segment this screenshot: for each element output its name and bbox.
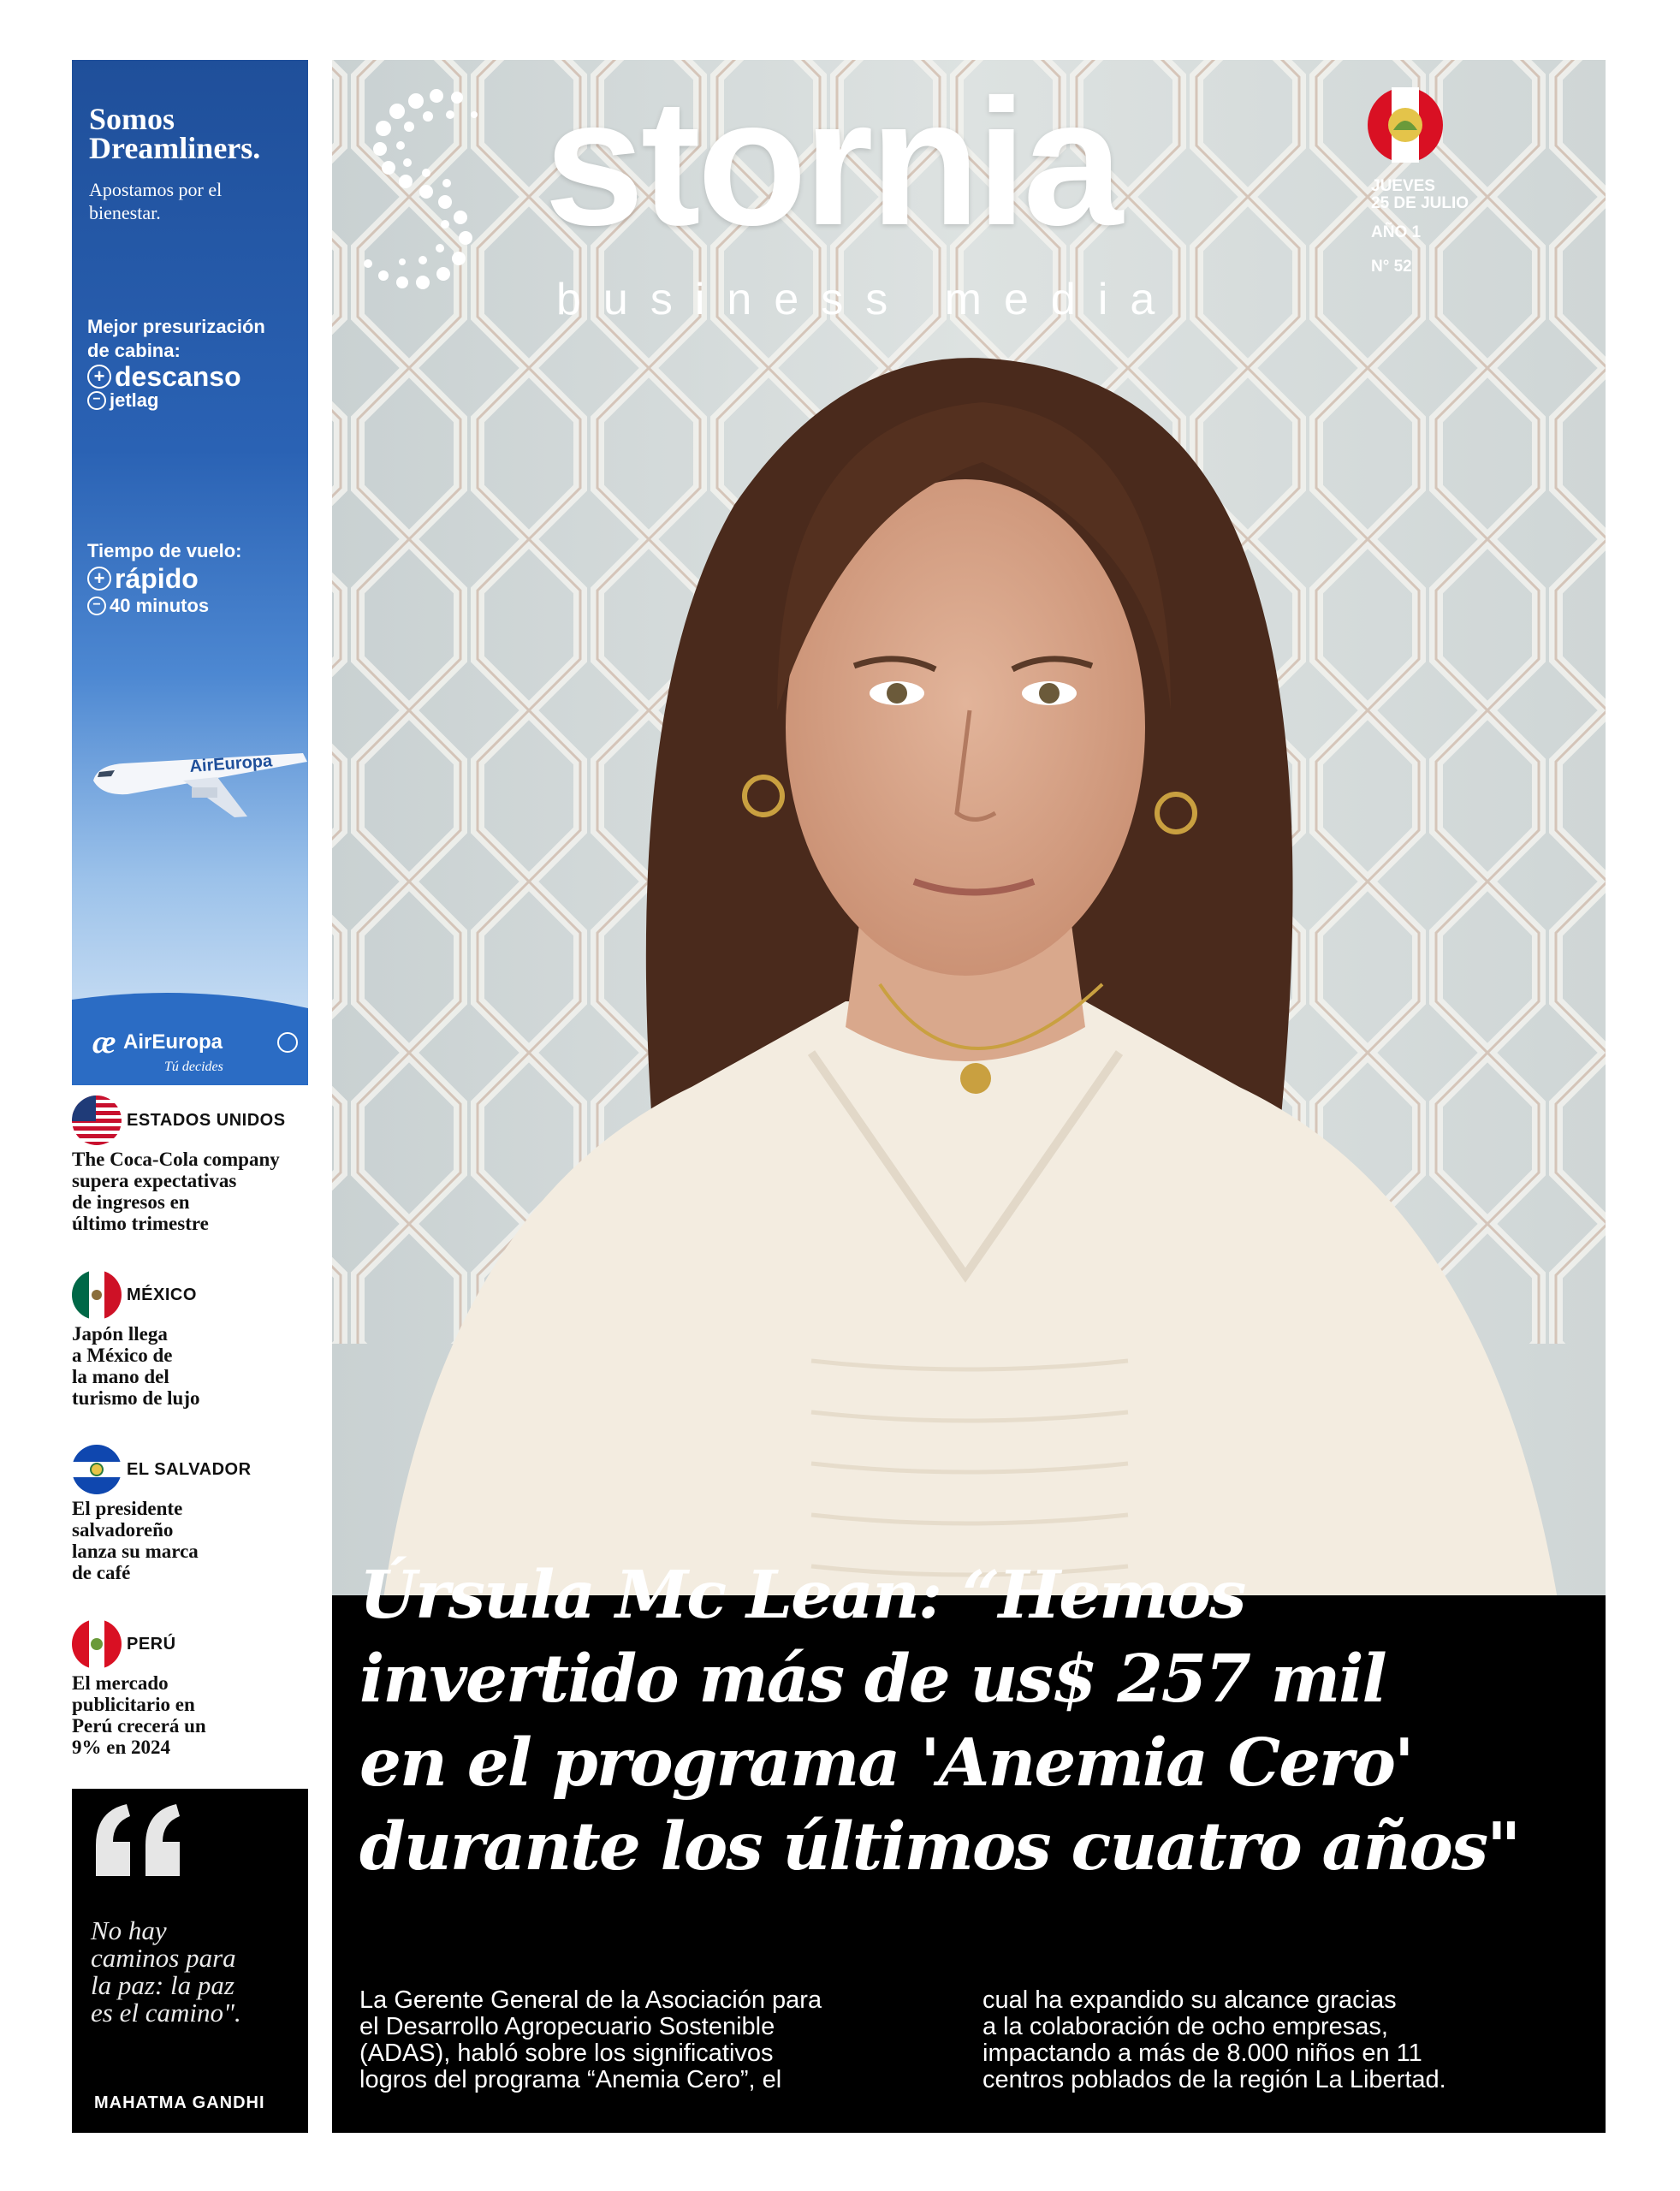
logo-wordmark: stornia	[544, 62, 1120, 263]
air-europa-ad[interactable]	[72, 60, 308, 1085]
news-item-mexico[interactable]	[72, 1270, 308, 1409]
quote-text: No hay caminos para la paz: la paz es el camino".	[91, 1915, 241, 2028]
svg-text:æ: æ	[92, 1024, 116, 1060]
ad-block-flight-time: Tiempo de vuelo: + rápido − 40 minutos	[87, 540, 242, 616]
news-item-peru[interactable]	[72, 1619, 308, 1758]
quote-mark-icon	[89, 1797, 192, 1883]
news-item-usa[interactable]	[72, 1096, 308, 1234]
news-country: PERÚ	[127, 1634, 176, 1654]
ad-subline: Apostamos por el bienestar.	[89, 179, 223, 223]
masthead	[332, 60, 1606, 342]
airplane-illustration	[89, 727, 308, 830]
ad-tagline: Tú decides	[164, 1060, 223, 1074]
news-text: Japón llega a México de la mano del turismo de lujo	[72, 1323, 200, 1409]
plus-icon: +	[87, 365, 111, 389]
el-salvador-flag-icon	[72, 1445, 122, 1494]
news-country: MÉXICO	[127, 1285, 197, 1304]
news-country: ESTADOS UNIDOS	[127, 1110, 286, 1130]
news-text: The Coca-Cola company supera expectativas de ingresos en último trimestre	[72, 1149, 280, 1234]
news-country: EL SALVADOR	[127, 1459, 252, 1479]
quote-box	[72, 1789, 308, 2133]
summary-left: La Gerente General de la Asociación para el Desarrollo Agropecuario Sostenible (ADAS), habló sobre los significativos logros del programa “Anemia Cero”, el	[359, 1986, 822, 2093]
minus-icon: −	[87, 597, 106, 615]
stornia-logo-icon	[354, 80, 508, 312]
logo-subtitle: business media	[556, 275, 1178, 324]
issue-info: JUEVES 25 DE JULIO AÑO 1 N° 52	[1371, 177, 1469, 276]
svg-text:AirEuropa: AirEuropa	[188, 751, 273, 776]
quote-author: MAHATMA GANDHI	[94, 2093, 265, 2112]
ad-block-pressurization: Mejor presurización de cabina: + descanso − jetlag	[87, 316, 265, 411]
plus-icon: +	[87, 567, 111, 591]
cover-headline[interactable]: Úrsula Mc Lean: “Hemos invertido más de us$ 257 mil en el programa 'Anemia Cero' durante los últimos cuatro años"	[359, 1557, 1520, 1885]
minus-icon: −	[87, 391, 106, 410]
usa-flag-icon	[72, 1096, 122, 1145]
summary-right: cual ha expandido su alcance gracias a la colaboración de ocho empresas, impactando a más de 8.000 niños en 11 centros poblados de la región La Libertad.	[982, 1986, 1446, 2093]
news-text: El mercado publicitario en Perú crecerá un 9% en 2024	[72, 1672, 206, 1758]
peru-seal-icon	[1366, 86, 1445, 164]
ad-brand: AirEuropa	[123, 1030, 223, 1054]
peru-flag-icon	[72, 1619, 122, 1669]
news-item-el-salvador[interactable]	[72, 1445, 308, 1583]
news-text: El presidente salvadoreño lanza su marca de café	[72, 1498, 199, 1583]
ad-headline: Somos Dreamliners.	[89, 102, 261, 165]
mexico-flag-icon	[72, 1270, 122, 1320]
